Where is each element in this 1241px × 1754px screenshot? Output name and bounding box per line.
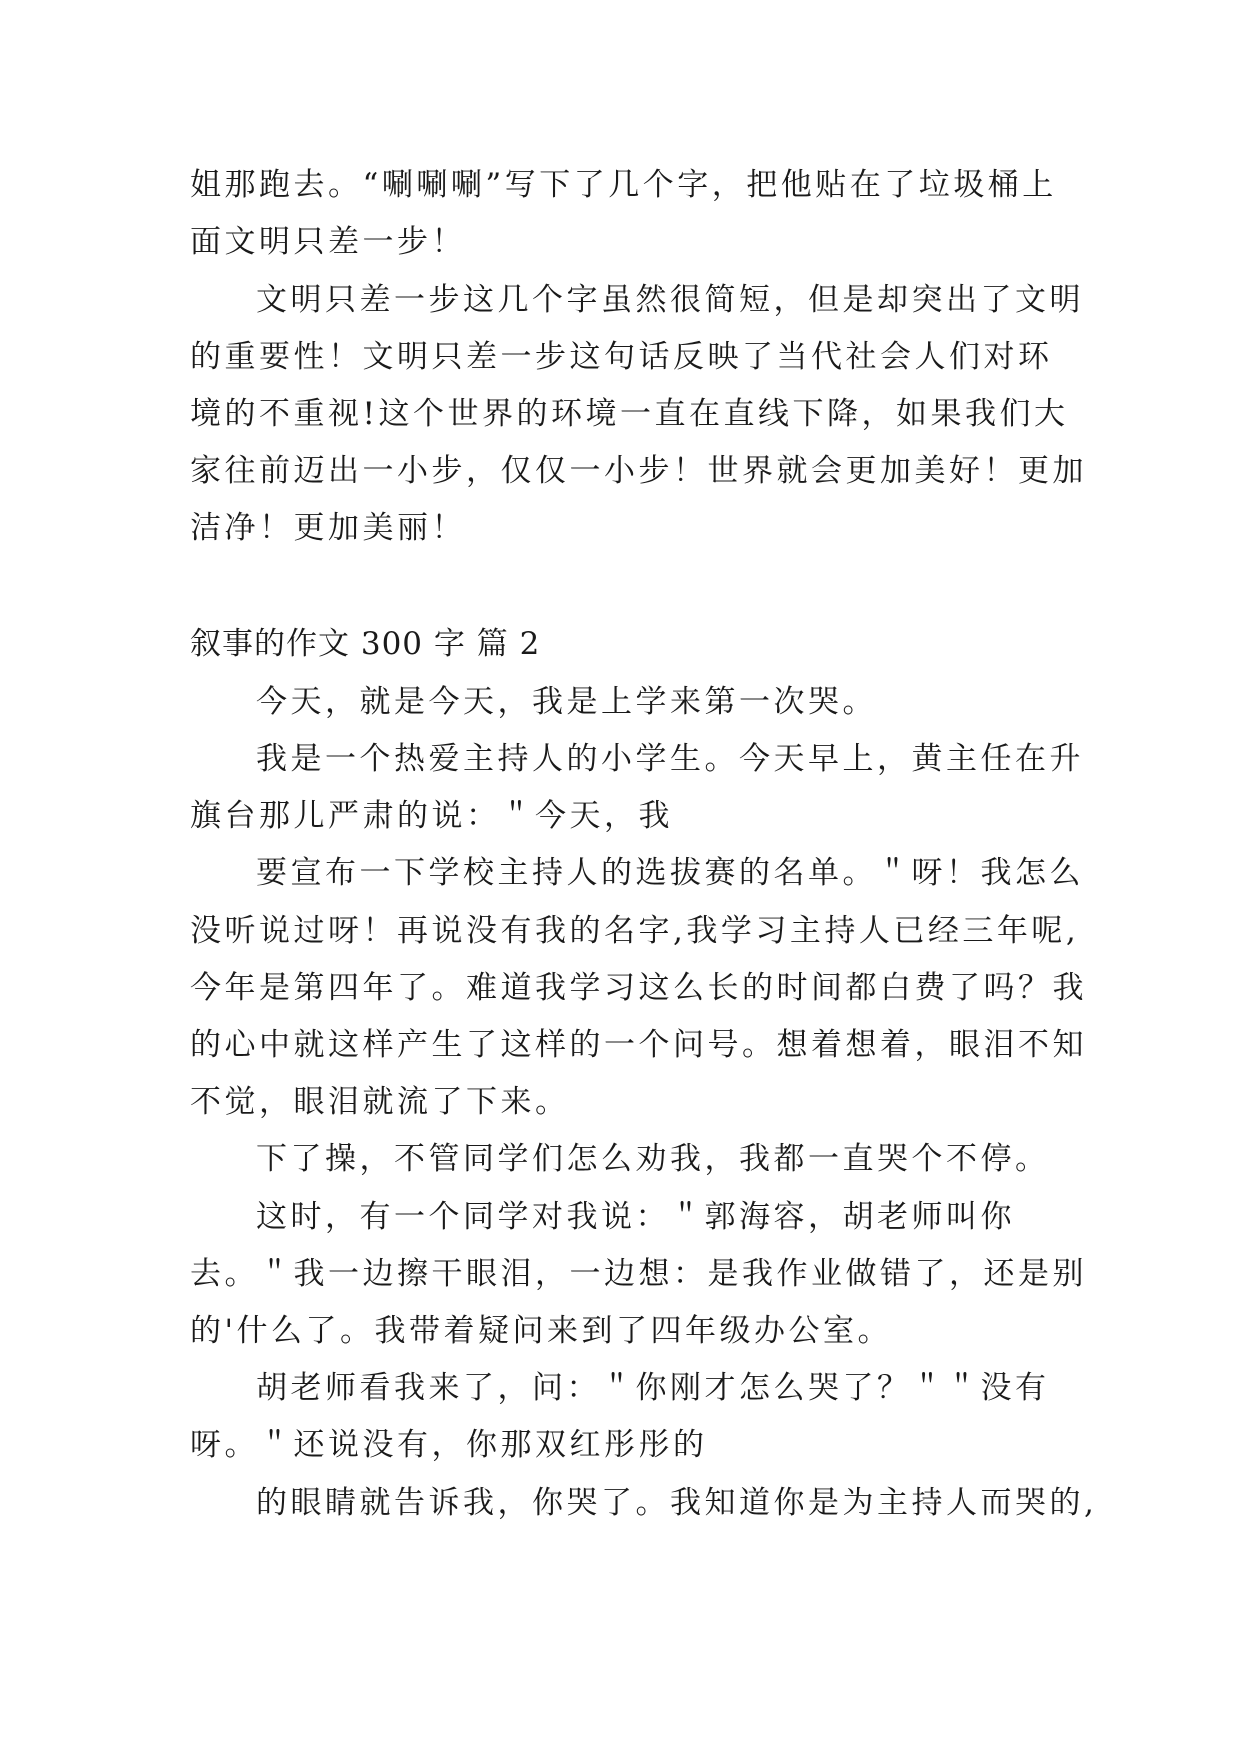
- paragraph-start: 我是一个热爱主持人的小学生。今天早上，黄主任在升: [256, 741, 1084, 777]
- text-line: 家往前迈出一小步，仅仅一小步！世界就会更加美好！更加: [190, 453, 1087, 489]
- text-line: 的心中就这样产生了这样的一个问号。想着想着，眼泪不知: [190, 1027, 1087, 1063]
- text-line: 不觉，眼泪就流了下来。: [190, 1084, 570, 1120]
- text-line: 没听说过呀！再说没有我的名字,我学习主持人已经三年呢,: [190, 913, 1080, 949]
- paragraph-start: 要宣布一下学校主持人的选拔赛的名单。＂呀！我怎么: [256, 855, 1084, 891]
- text-line: 境的不重视!这个世界的环境一直在直线下降，如果我们大: [190, 396, 1069, 432]
- paragraph-start: 的眼睛就告诉我，你哭了。我知道你是为主持人而哭的,: [256, 1485, 1098, 1521]
- section-heading: 叙事的作文 300 字 篇 2: [190, 626, 541, 662]
- paragraph-start: 文明只差一步这几个字虽然很简短，但是却突出了文明: [256, 282, 1084, 318]
- text-line: 今年是第四年了。难道我学习这么长的时间都白费了吗？我: [190, 970, 1087, 1006]
- text-line: 去。＂我一边擦干眼泪，一边想：是我作业做错了，还是别: [190, 1256, 1087, 1292]
- text-line: 姐那跑去。“唰唰唰”写下了几个字，把他贴在了垃圾桶上: [190, 167, 1057, 203]
- text-line: 的重要性！文明只差一步这句话反映了当代社会人们对环: [190, 339, 1053, 375]
- text-line: 洁净！更加美丽！: [190, 510, 466, 546]
- text-line: 旗台那儿严肃的说：＂今天，我: [190, 798, 673, 834]
- text-line: 的'什么了。我带着疑问来到了四年级办公室。: [190, 1313, 893, 1349]
- paragraph-start: 今天，就是今天，我是上学来第一次哭。: [256, 684, 877, 720]
- text-line: 面文明只差一步！: [190, 224, 466, 260]
- paragraph-start: 这时，有一个同学对我说：＂郭海容，胡老师叫你: [256, 1199, 1015, 1235]
- paragraph-start: 下了操，不管同学们怎么劝我，我都一直哭个不停。: [256, 1141, 1050, 1177]
- paragraph-start: 胡老师看我来了，问：＂你刚才怎么哭了？＂＂没有: [256, 1370, 1050, 1406]
- text-line: 呀。＂还说没有，你那双红彤彤的: [190, 1427, 708, 1463]
